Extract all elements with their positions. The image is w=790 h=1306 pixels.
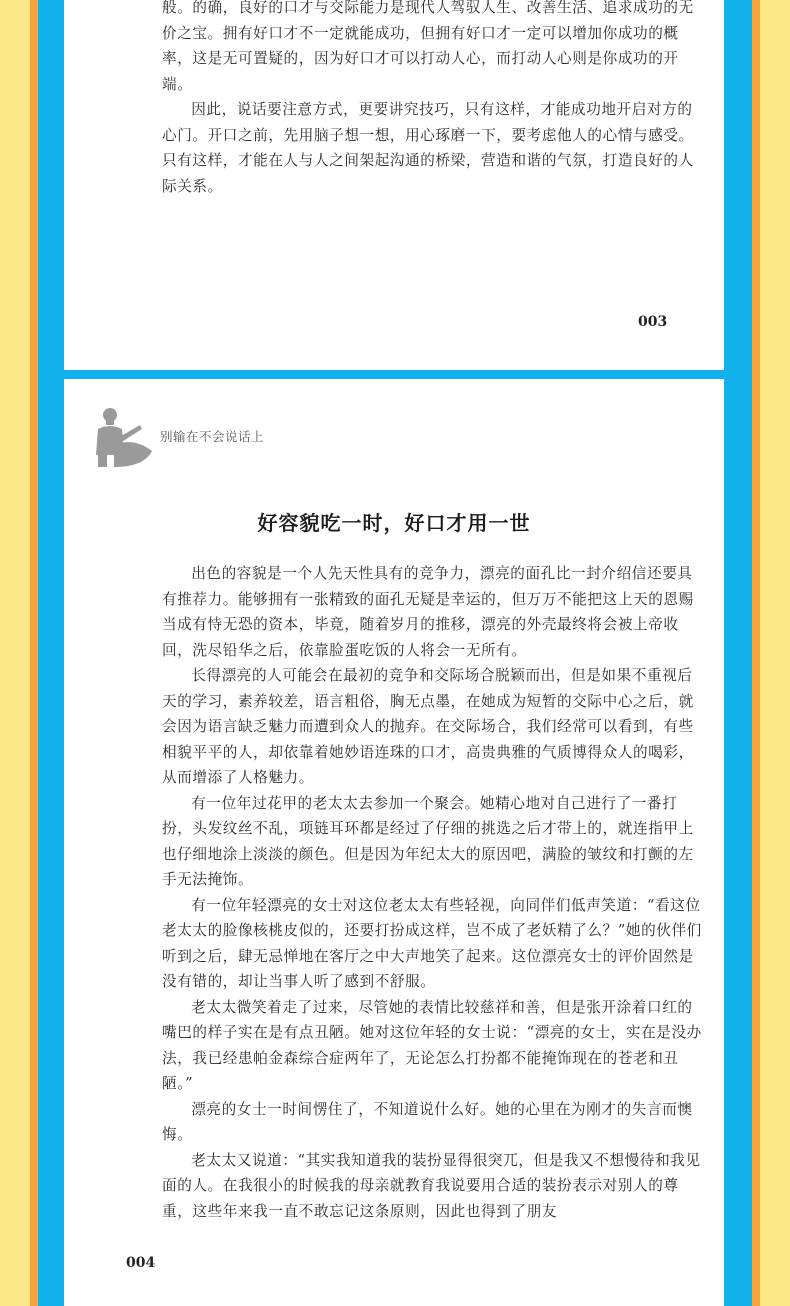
page-number: 003 <box>638 314 668 330</box>
speaker-figure-icon <box>94 405 156 469</box>
page-number: 004 <box>126 1255 156 1271</box>
running-head <box>94 405 334 469</box>
paragraph: 有一位年过花甲的老太太去参加一个聚会。她精心地对自己进行了一番打扮，头发纹丝不乱，项链耳环都是经过了仔细的挑选之后才带上的，就连指甲上也仔细地涂上淡淡的颜色。但是因为年纪太大的原因吧，满脸的皱纹和打颤的左手无法掩饰。 <box>162 794 694 888</box>
running-head-label: 别输在不会说话上 <box>160 429 265 444</box>
paragraph: 漂亮的女士一时间愣住了，不知道说什么好。她的心里在为刚才的失言而懊悔。 <box>162 1100 693 1143</box>
paragraph: 有一位年轻漂亮的女士对这位老太太有些轻视，向同伴们低声笑道：“看这位老太太的脸像核桃皮似的，还要打扮成这样，岂不成了老妖精了么？”她的伙伴们听到之后，肆无忌惮地在客厅之中大声地笑了起来。这位漂亮女士的评价固然是没有错的，却让当事人听了感到不舒服。 <box>162 896 702 990</box>
right-orange-stripe <box>752 0 760 1306</box>
chapter-title: 好容貌吃一时，好口才用一世 <box>257 511 531 535</box>
paragraph: 长得漂亮的人可能会在最初的竞争和交际场合脱颖而出，但是如果不重视后天的学习，素养较差，语言粗俗，胸无点墨，在她成为短暂的交际中心之后，就会因为语言缺乏魅力而遭到众人的抛弃。在交际场合，我们经常可以看到，有些相貌平平的人，却依靠着她妙语连珠的口才，高贵典雅的气质博得众人的喝彩，从而增添了人格魅力。 <box>162 667 694 786</box>
paragraph: 因此，说话要注意方式，更要讲究技巧，只有这样，才能成功地开启对方的心门。开口之前，先用脑子想一想，用心琢磨一下，要考虑他人的心情与感受。只有这样，才能在人与人之间架起沟通的桥梁，营造和谐的气氛，打造良好的人际关系。 <box>162 101 694 195</box>
paragraph: 出色的容貌是一个人先天性具有的竞争力，漂亮的面孔比一封介绍信还要具有推荐力。能够拥有一张精致的面孔无疑是幸运的，但万万不能把这上天的恩赐当成有恃无恐的资本，毕竟，随着岁月的推移，漂亮的外壳最终将会被上帝收回，洗尽铅华之后，依靠脸蛋吃饭的人将会一无所有。 <box>162 565 694 659</box>
paragraph: 般。的确，良好的口才与交际能力是现代人驾驭人生、改善生活、追求成功的无价之宝。拥有好口才不一定就能成功，但拥有好口才一定可以增加你成功的概率，这是无可置疑的，因为好口才可以打动人心，而打动人心则是你成功的开端。 <box>162 0 694 93</box>
paragraph: 老太太微笑着走了过来，尽管她的表情比较慈祥和善，但是张开涂着口红的嘴巴的样子实在是有点丑陋。她对这位年轻的女士说：“漂亮的女士，实在是没办法，我已经患帕金森综合症两年了，无论怎么打扮都不能掩饰现在的苍老和丑陋。” <box>162 998 702 1092</box>
left-orange-stripe <box>30 0 38 1306</box>
page-004 <box>64 379 724 1306</box>
page-003-body <box>162 0 697 199</box>
paragraph: 老太太又说道：“其实我知道我的装扮显得很突兀，但是我又不想慢待和我见面的人。在我很小的时候我的母亲就教育我说要用合适的装扮表示对别人的尊重，这些年来我一直不敢忘记这条原则，因此也得到了朋友 <box>162 1151 701 1220</box>
page-004-body <box>162 561 702 1224</box>
page-003 <box>64 0 724 370</box>
